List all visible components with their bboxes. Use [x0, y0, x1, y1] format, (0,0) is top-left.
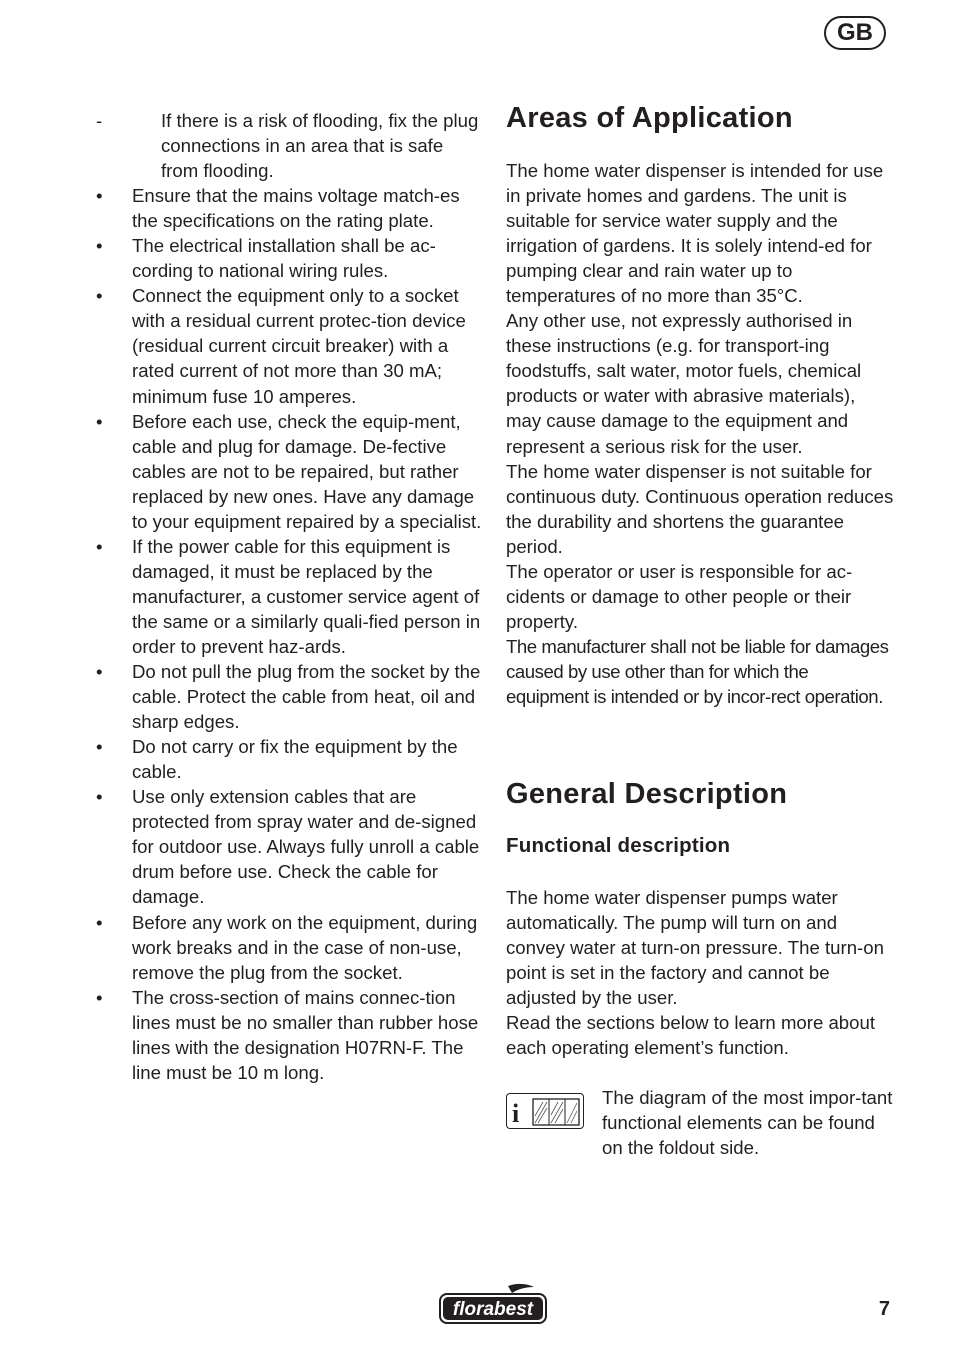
list-item-text: Before any work on the equipment, during work breaks and in the case of non-use, remove the plug from the socket.	[132, 911, 478, 983]
list-item-text: The cross-section of mains connec-tion lines must be no smaller than rubber hose lines with the designation H07RN-F. The line must be 10 m long.	[132, 986, 479, 1083]
areas-heading: Areas of Application	[506, 102, 793, 134]
areas-paragraph-5: The manufacturer shall not be liable for damages caused by use other than for which the equipment is intended or by incor-rect operation.	[506, 635, 889, 707]
list-item-text: If the power cable for this equipment is damaged, it must be replaced by the manufacturer, a customer service agent of the same or a similarly quali-fied person in order to prevent haz-ards.	[132, 535, 481, 657]
safety-list-item	[94, 534, 482, 659]
bullet-marker: •	[96, 786, 103, 808]
svg-text:florabest: florabest	[452, 1299, 534, 1320]
safety-list-item	[94, 734, 482, 784]
safety-list-item	[94, 283, 482, 408]
safety-list-item	[94, 183, 482, 233]
info-note-text: The diagram of the most impor-tant functional elements can be found on the foldout side.	[602, 1087, 893, 1159]
safety-list-item	[94, 108, 482, 183]
page-number: 7	[878, 1298, 890, 1320]
bullet-marker: •	[96, 235, 103, 257]
svg-text:i: i	[512, 1099, 520, 1128]
list-item-text: If there is a risk of flooding, fix the plug connections in an area that is safe from flooding.	[161, 110, 479, 182]
info-foldout-icon	[506, 1093, 584, 1129]
bullet-marker: •	[96, 285, 103, 307]
safety-list-item	[94, 985, 482, 1085]
safety-list-item	[94, 409, 482, 534]
areas-paragraph-3: The home water dispenser is not suitable for continuous duty. Continuous operation reduces the durability and shortens the guarantee period.	[506, 460, 894, 557]
safety-list	[94, 108, 482, 1085]
list-item-text: Use only extension cables that are protected from spray water and de-signed for outdoor use. Always fully unroll a cable drum before use. Check the cable for damage.	[132, 786, 480, 908]
bullet-marker: •	[96, 911, 103, 933]
general-body	[506, 885, 894, 1060]
areas-paragraph-4: The operator or user is responsible for ac-cidents or damage to other people or their property.	[506, 560, 853, 632]
list-item-text: Ensure that the mains voltage match-es the specifications on the rating plate.	[132, 185, 460, 232]
dash-marker: -	[96, 110, 103, 131]
list-item-text: Before each use, check the equip-ment, cable and plug for damage. De-fective cables are not to be repaired, but rather replaced by new ones. Have any damage to your equipment repaired by a specialist.	[132, 410, 482, 532]
bullet-marker: •	[96, 535, 103, 557]
bullet-marker: •	[96, 986, 103, 1008]
list-item-text: Do not pull the plug from the socket by the cable. Protect the cable from heat, oil and sharp edges.	[132, 661, 481, 733]
safety-list-item	[94, 910, 482, 985]
bullet-marker: •	[96, 410, 103, 432]
list-item-text: Do not carry or fix the equipment by the cable.	[132, 736, 458, 783]
general-heading: General Description	[506, 778, 788, 810]
areas-body	[506, 158, 894, 709]
general-paragraph-1: The home water dispenser pumps water automatically. The pump will turn on and convey water at turn-on pressure. The turn-on point is set in the factory and cannot be adjusted by the user.	[506, 887, 884, 1009]
functional-subheading: Functional description	[506, 834, 731, 857]
safety-list-column	[94, 108, 482, 1085]
bullet-marker: •	[96, 661, 103, 683]
areas-paragraph-1: The home water dispenser is intended for use in private homes and gardens. The unit is suitable for service water supply and the irrigation of gardens. It is solely intend-ed for pumping clear and rain water up to temperatures of no more than 35°C.	[506, 160, 884, 307]
areas-paragraph-2: Any other use, not expressly authorised in these instructions (e.g. for transport-ing foodstuffs, salt water, motor fuels, chemical products or water with abrasive materials), may cause damage to the equipment and represent a serious risk for the user.	[506, 310, 862, 457]
list-item-text: The electrical installation shall be ac-cording to national wiring rules.	[132, 235, 436, 282]
general-paragraph-2: Read the sections below to learn more about each operating element’s function.	[506, 1012, 875, 1059]
florabest-logo	[438, 1282, 550, 1331]
safety-list-item	[94, 784, 482, 909]
bullet-marker: •	[96, 736, 103, 758]
florabest-logo-graphic	[438, 1282, 550, 1326]
bullet-marker: •	[96, 185, 103, 207]
safety-list-item	[94, 659, 482, 734]
language-badge: GB	[824, 16, 886, 50]
list-item-text: Connect the equipment only to a socket with a residual current protec-tion device (residual current circuit breaker) with a rated current of not more than 30 mA; minimum fuse 10 amperes.	[132, 285, 466, 407]
safety-list-item	[94, 233, 482, 283]
